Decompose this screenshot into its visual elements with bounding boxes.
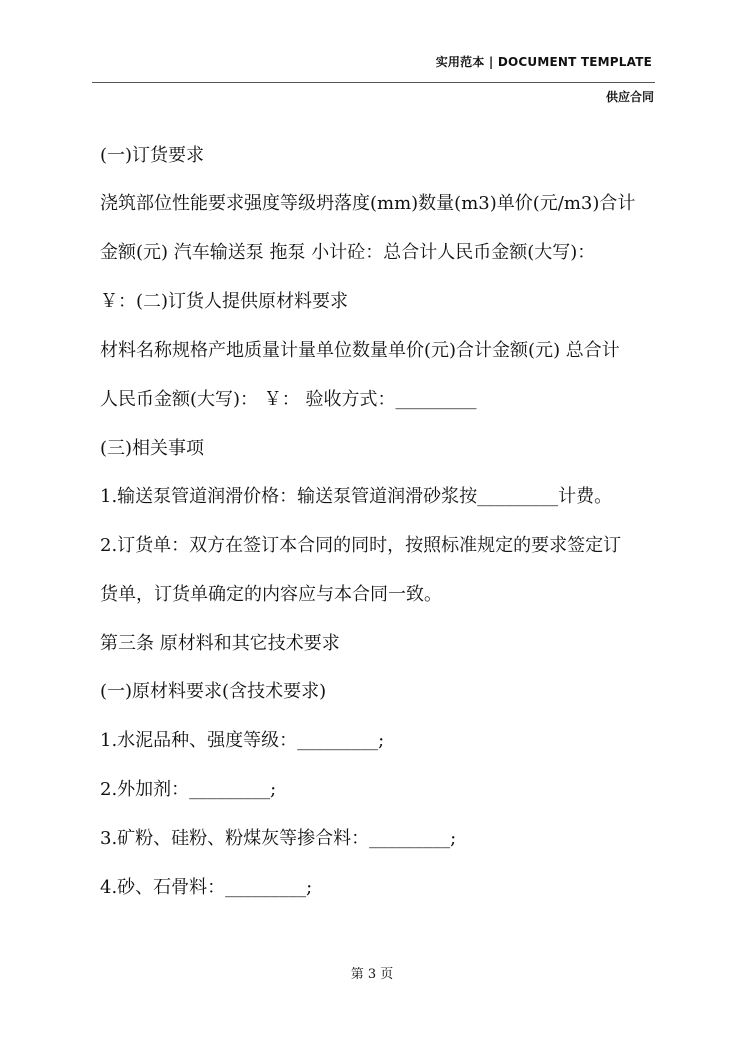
paragraph-line: 货单，订货单确定的内容应与本合同一致。 — [100, 584, 442, 605]
paragraph-line: 1.输送泵管道润滑价格：输送泵管道润滑砂浆按_________计费。 — [100, 486, 613, 507]
paragraph-line: 1.水泥品种、强度等级：_________; — [100, 730, 385, 751]
header-subtitle: 供应合同 — [605, 90, 654, 104]
paragraph-line: 第三条 原材料和其它技术要求 — [100, 633, 340, 654]
header-divider — [92, 82, 655, 83]
paragraph-line: 2.外加剂：_________; — [100, 779, 277, 800]
paragraph-line: 2.订货单：双方在签订本合同的同时，按照标准规定的要求签定订 — [100, 535, 622, 556]
paragraph-line: 金额(元) 汽车输送泵 拖泵 小计砼：总合计人民币金额(大写)： — [100, 242, 596, 263]
paragraph-line: ￥：(二)订货人提供原材料要求 — [100, 291, 349, 312]
page-number: 第 3 页 — [350, 967, 394, 982]
paragraph-line: (一)订货要求 — [100, 145, 205, 166]
paragraph-line: 人民币金额(大写)： ￥： 验收方式：_________ — [100, 389, 477, 410]
paragraph-line: 浇筑部位性能要求强度等级坍落度(mm)数量(m3)单价(元/m3)合计 — [100, 193, 636, 214]
paragraph-line: 4.砂、石骨料：_________; — [100, 877, 313, 898]
paragraph-line: 材料名称规格产地质量计量单位数量单价(元)合计金额(元) 总合计 — [100, 340, 620, 361]
paragraph-line: (一)原材料要求(含技术要求) — [100, 681, 327, 702]
header-title: 实用范本 | DOCUMENT TEMPLATE — [435, 55, 652, 69]
paragraph-line: 3.矿粉、硅粉、粉煤灰等掺合料：_________; — [100, 828, 457, 849]
paragraph-line: (三)相关事项 — [100, 438, 205, 459]
